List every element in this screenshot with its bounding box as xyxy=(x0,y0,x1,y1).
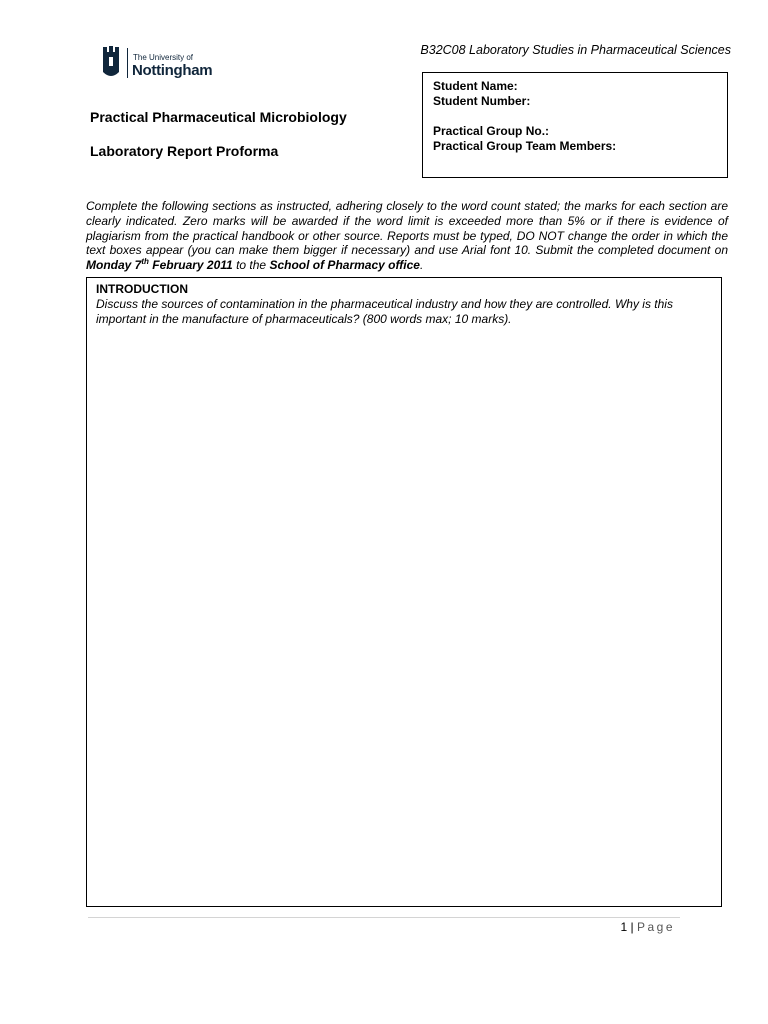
instructions-connector: to the xyxy=(232,258,270,273)
page-title: Practical Pharmaceutical Microbiology xyxy=(90,109,347,125)
footer-separator: | xyxy=(627,920,637,934)
page-subtitle: Laboratory Report Proforma xyxy=(90,143,279,159)
student-details-box[interactable] xyxy=(422,72,728,178)
instructions-paragraph xyxy=(86,199,728,273)
footer-divider xyxy=(88,917,680,918)
introduction-text-box[interactable] xyxy=(86,277,722,907)
student-number-label: Student Number: xyxy=(433,94,531,108)
due-date-suffix: th xyxy=(141,257,149,267)
instructions-end: . xyxy=(419,258,424,273)
page-number: 1 xyxy=(620,920,628,934)
practical-group-label: Practical Group No.: xyxy=(433,124,550,138)
student-name-label: Student Name: xyxy=(433,79,518,93)
university-logo xyxy=(100,46,220,82)
logo-text-nottingham: Nottingham xyxy=(132,62,213,79)
logo-divider xyxy=(127,48,128,78)
introduction-heading: INTRODUCTION xyxy=(96,282,188,296)
introduction-prompt: Discuss the sources of contamination in the pharmaceutical industry and how they are controlled. Why is this important in the manufacture of pharmaceuticals? (800 words max; 10 marks). xyxy=(96,297,673,326)
page-footer xyxy=(620,920,675,934)
submission-office: School of Pharmacy office xyxy=(269,258,420,273)
page-word: Page xyxy=(636,920,675,934)
due-date-day: Monday 7 xyxy=(86,258,142,273)
team-members-label: Practical Group Team Members: xyxy=(433,139,617,153)
due-date-month-year: February 2011 xyxy=(148,258,233,273)
instructions-text: Complete the following sections as instructed, adhering closely to the word count stated; the marks for each section are clearly indicated. Zero marks will be awarded if the word limit is exceeded more than 5% or if there is evidence of plagiarism from the practical handbook or other source. Reports must be typed, DO NOT change the order in which the text boxes appear (you can make them bigger if necessary) and use Arial font 10. Submit the completed document on xyxy=(86,199,728,258)
course-header: B32C08 Laboratory Studies in Pharmaceutical Sciences xyxy=(420,43,731,57)
crest-icon xyxy=(100,46,122,80)
logo-text-university: The University of xyxy=(133,53,194,62)
